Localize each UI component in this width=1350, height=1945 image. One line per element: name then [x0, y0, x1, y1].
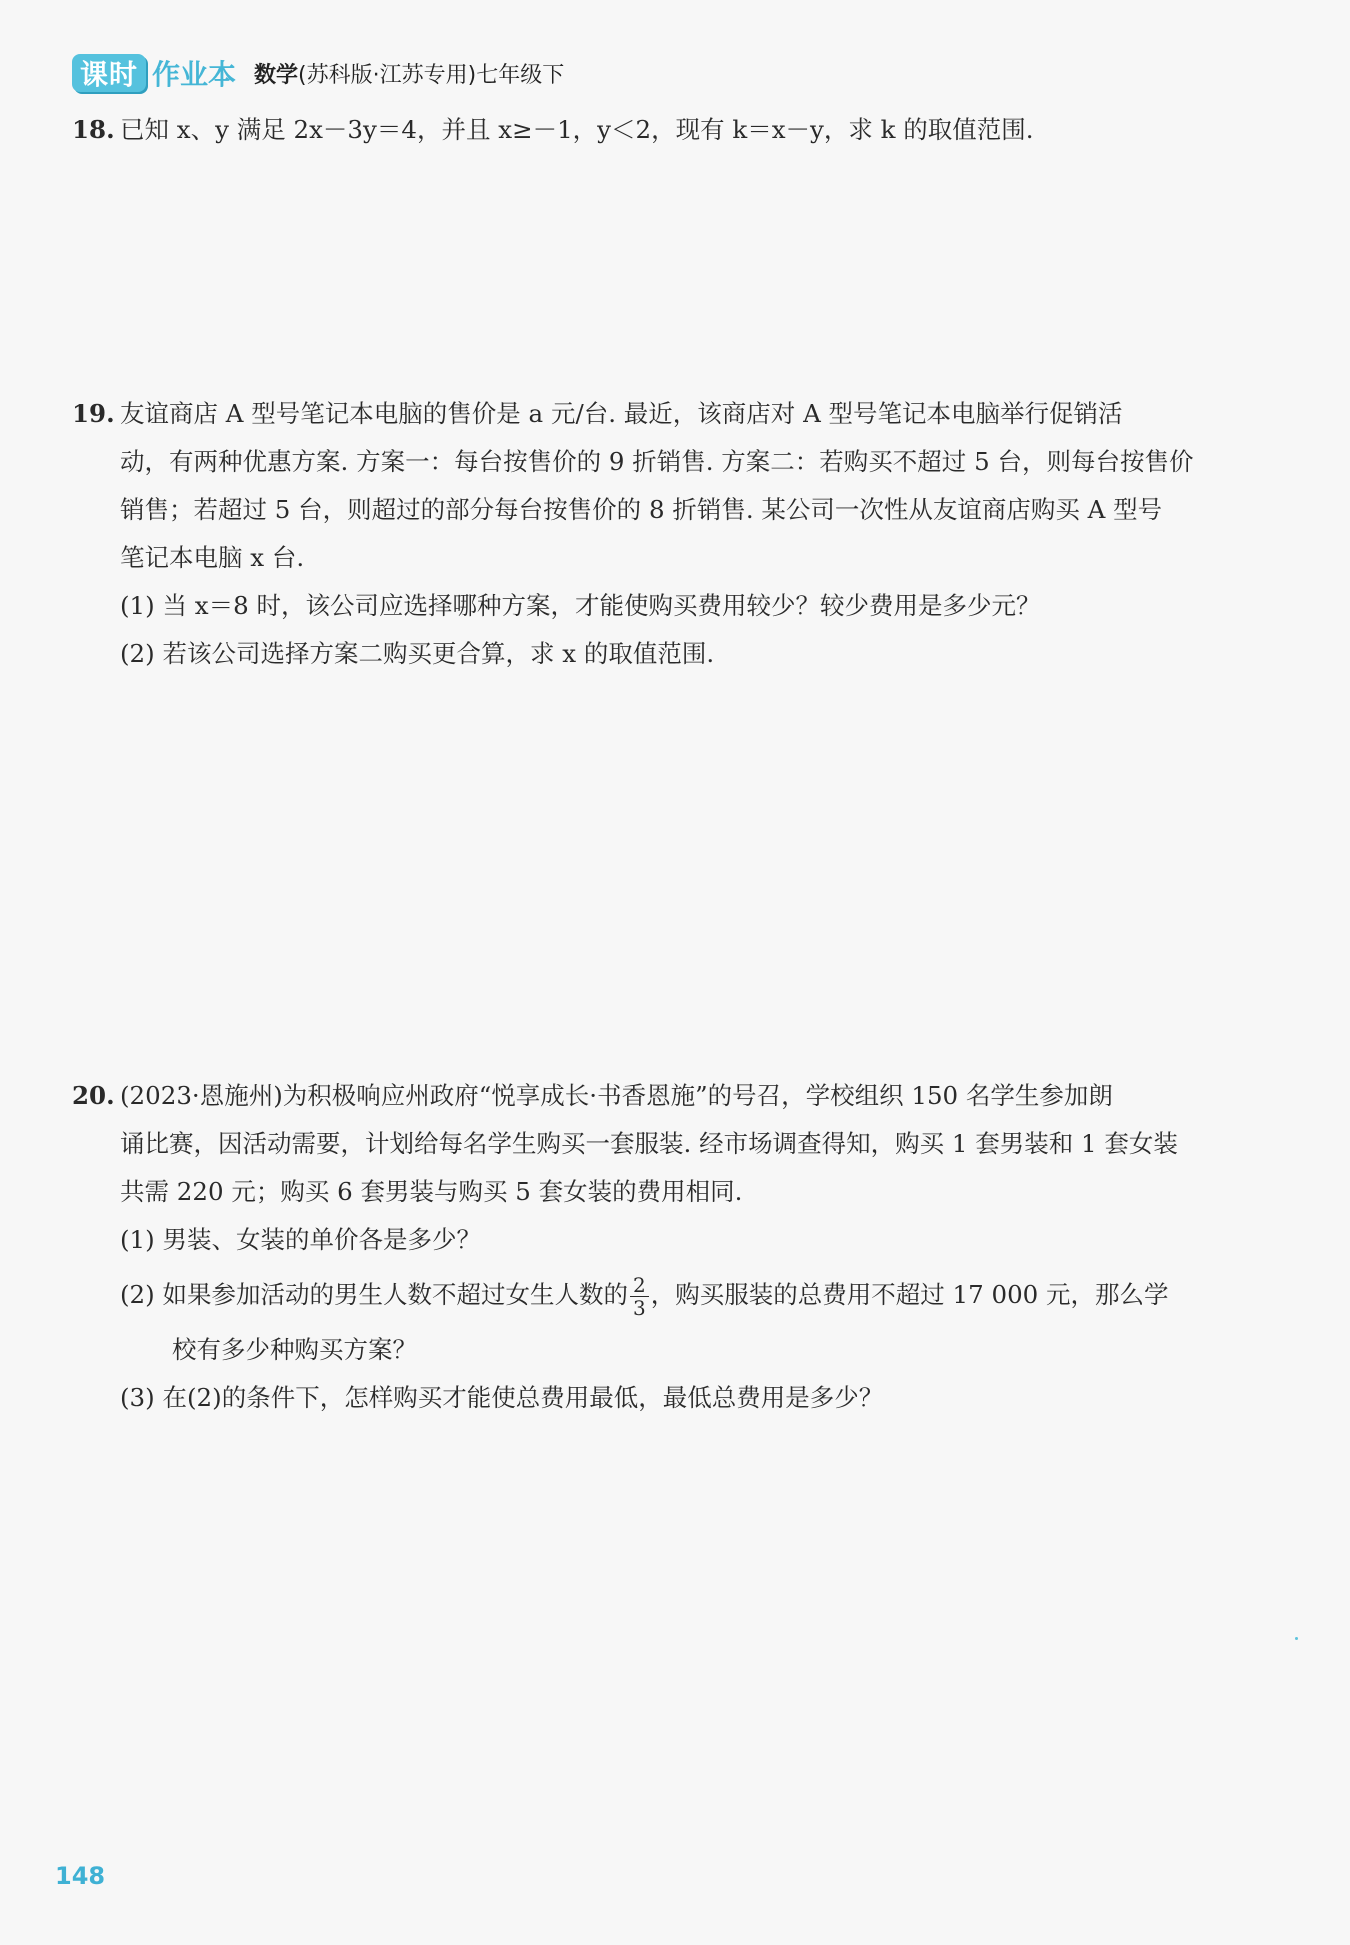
- subquestion-2-continued: 校有多少种购买方案？: [172, 1335, 417, 1364]
- subquestion-text: ，购买服装的总费用不超过 17 000 元，那么学: [650, 1280, 1169, 1309]
- question-19: [72, 390, 1272, 678]
- question-number: 19.: [72, 399, 115, 428]
- subquestion-1: (1) 当 x＝8 时，该公司应选择哪种方案，才能使购买费用较少？较少费用是多少元？: [120, 591, 1041, 620]
- question-20: [72, 1072, 1272, 1422]
- subquestion-text: (2) 如果参加活动的男生人数不超过女生人数的: [120, 1280, 628, 1309]
- question-number: 18.: [72, 115, 115, 144]
- subquestion-3: (3) 在(2)的条件下，怎样购买才能使总费用最低，最低总费用是多少？: [120, 1383, 884, 1412]
- question-text-line: 销售；若超过 5 台，则超过的部分每台按售价的 8 折销售. 某公司一次性从友谊商店购买 A 型号: [120, 495, 1163, 524]
- subject-title: [254, 58, 564, 89]
- page-number: 148: [55, 1862, 106, 1890]
- question-text-line: 诵比赛，因活动需要，计划给每名学生购买一套服装. 经市场调查得知，购买 1 套男装和 1 套女装: [120, 1129, 1178, 1158]
- question-text-line: 友谊商店 A 型号笔记本电脑的售价是 a 元/台. 最近，该商店对 A 型号笔记本电脑举行促销活: [120, 399, 1123, 428]
- question-text: 已知 x、y 满足 2x－3y＝4，并且 x≥－1，y＜2，现有 k＝x－y，求 k 的取值范围.: [120, 115, 1034, 144]
- fraction: [630, 1274, 649, 1319]
- brand-name: 作业本: [152, 58, 237, 91]
- decorative-dot: [1295, 1637, 1298, 1640]
- subquestion-2: [72, 1264, 1272, 1326]
- question-text-line: (2023·恩施州)为积极响应州政府“悦享成长·书香恩施”的号召，学校组织 150 名学生参加朗: [120, 1081, 1113, 1110]
- page-header: [72, 52, 564, 94]
- question-18: [72, 106, 1272, 154]
- subject-name: 数学: [254, 62, 299, 88]
- question-text-line: 共需 220 元；购买 6 套男装与购买 5 套女装的费用相同.: [120, 1177, 743, 1206]
- fraction-denominator: 3: [633, 1296, 646, 1320]
- question-text-line: 笔记本电脑 x 台.: [120, 543, 305, 572]
- fraction-numerator: 2: [630, 1274, 649, 1297]
- subquestion-1: (1) 男装、女装的单价各是多少？: [120, 1225, 481, 1254]
- subject-edition: (苏科版·江苏专用)七年级下: [298, 62, 565, 88]
- subquestion-2: (2) 若该公司选择方案二购买更合算，求 x 的取值范围.: [120, 639, 715, 668]
- question-number: 20.: [72, 1081, 115, 1110]
- question-text-line: 动，有两种优惠方案. 方案一：每台按售价的 9 折销售. 方案二：若购买不超过 5 台，则每台按售价: [120, 447, 1194, 476]
- brand-logo: 课时: [72, 54, 146, 92]
